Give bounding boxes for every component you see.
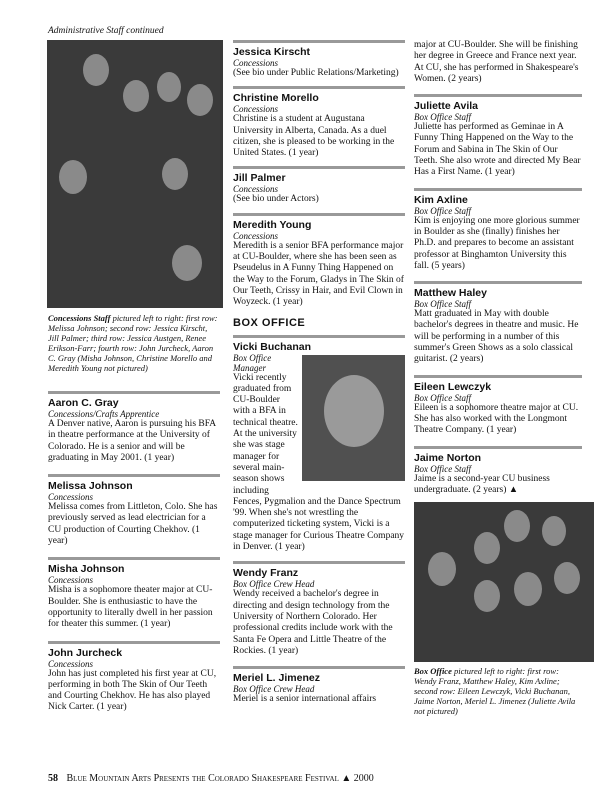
caption-lead: Concessions Staff: [48, 313, 111, 323]
entry-role: Concessions: [48, 658, 93, 669]
entry-role: Box Office Staff: [414, 463, 471, 474]
person-figure: [542, 516, 566, 546]
person-figure: [514, 572, 542, 606]
staff-entry: [48, 391, 220, 464]
staff-entry: [233, 86, 405, 159]
entry-vicki-buchanan: [233, 335, 405, 554]
caption-text: pictured left to right: first row: Melissa Johnson; second row: Jessica Kirscht, Jill Palmer; third row: Jessica Austgen, Renee Erikson-Farr; fourth row: John Jurcheck, Aaron C. Gray (Misha Johnson, Christine Morello and Meredith Young not pictured): [48, 313, 218, 373]
person-figure: [474, 532, 500, 564]
entry-name: Aaron C. Gray: [48, 397, 119, 409]
entry-name: Jaime Norton: [414, 451, 482, 464]
continued-bio: major at CU-Boulder. She will be finishing her degree in Greece and France next year. At CU, she has performed in Shakespeare's Women. (2 years): [414, 40, 579, 84]
entry-name: Jessica Kirscht: [233, 46, 311, 58]
entry-name: Eileen Lewczyk: [414, 380, 492, 393]
page-footer: [48, 773, 374, 784]
staff-entry: [233, 213, 405, 309]
person-figure: [428, 552, 456, 586]
entry-bio: Eileen is a sophomore theatre major at CU. She has also worked with the Longmont Theatre Company. (1 year): [414, 402, 579, 436]
entry-role: Box Office Staff: [414, 205, 471, 216]
entry-bio: Kim is enjoying one more glorious summer in Boulder as she (finally) finishes her Ph.D. and prepares to become an assistant professor at Binghamton University this fall. (5 years): [414, 215, 580, 271]
person-figure: [324, 375, 384, 447]
entry-role: Concessions: [48, 575, 93, 586]
entry-bio: John has just completed his first year at CU, performing in both The Skin of Our Teeth and Courting Chekhov. He has also played Nick Carter. (1 year): [48, 668, 217, 713]
staff-entry: [414, 94, 582, 178]
column-2: [233, 40, 405, 705]
entry-bio: Wendy received a bachelor's degree in directing and design technology from the University of Northern Colorado. Her professional credits include work with the Santa Fe Opera and Little Theatre of the Rockies. (1 year): [233, 589, 393, 656]
entry-name: Meriel L. Jimenez: [233, 672, 320, 685]
page-number: 58: [48, 773, 58, 784]
running-header: Administrative Staff continued: [48, 26, 164, 36]
entry-role: Box Office Crew Head: [233, 579, 315, 590]
person-figure: [162, 158, 188, 190]
staff-entry: [48, 474, 220, 547]
concessions-staff-photo: [47, 40, 223, 308]
entry-role: Concessions: [233, 230, 278, 241]
section-title-box-office: BOX OFFICE: [233, 316, 306, 329]
entry-name: Melissa Johnson: [48, 480, 133, 493]
staff-entry: [233, 666, 405, 705]
entry-name: Vicki Buchanan: [233, 340, 312, 353]
entry-role: Concessions: [233, 184, 278, 195]
entry-bio: Christine is a student at Augustana University in Alberta, Canada. As a duel citizen, she is pleased to be working in the United States. (1 year): [233, 114, 395, 159]
col1-entries: [48, 391, 220, 714]
footer-text: Blue Mountain Arts Presents the Colorado Shakespeare Festival ▲ 2000: [66, 773, 374, 784]
entry-name: John Jurcheck: [48, 646, 123, 659]
col2-entries-bottom: [233, 561, 405, 705]
entry-name: Matthew Haley: [414, 287, 487, 300]
staff-entry: [48, 557, 220, 630]
entry-bio: A Denver native, Aaron is pursuing his BFA in theatre performance at the University of Colorado. He is a senior and will be graduating in May 2001. (1 year): [48, 419, 216, 463]
person-figure: [59, 160, 87, 194]
entry-role: Box Office Manager: [233, 352, 272, 373]
entry-role: Box Office Staff: [414, 299, 471, 310]
person-figure: [474, 580, 500, 612]
concessions-photo-caption: [48, 313, 220, 391]
entry-name: Meredith Young: [233, 218, 312, 231]
person-figure: [504, 510, 530, 542]
staff-entry: [414, 281, 582, 365]
entry-bio: Misha is a sophomore theater major at CU-Boulder. She is enthusiastic to have the opportunity to literally dwell in her passion for theater this summer. (1 year): [48, 585, 213, 630]
entry-name: Wendy Franz: [233, 567, 299, 580]
staff-entry: [48, 641, 220, 714]
staff-entry: [233, 561, 405, 657]
box-office-staff-photo: [414, 502, 594, 662]
entry-bio: Matt graduated in May with double bachelor's degrees in theatre and music. He will be performing in a number of this summer's Green Shows as a solo classical guitarist. (2 years): [414, 309, 579, 365]
entry-role: Box Office Staff: [414, 112, 471, 123]
entry-bio-text: Vicki recently graduated from CU-Boulder with a BFA in technical theatre. At the university she was stage manager for several main-season shows including Fences, Pygmalion and the Dance Spectrum '99. When she's not wrestling the computerized ticketing system, Vicki is a stage manager for Curious Theatre Company in Denver. (1 year): [233, 372, 405, 553]
entry-role: Concessions: [233, 58, 278, 68]
entry-role: Concessions: [233, 104, 278, 115]
person-figure: [157, 72, 181, 102]
entry-bio: (See bio under Actors): [233, 194, 319, 205]
entry-bio: Meredith is a senior BFA performance major at CU-Boulder, where she has been seen as Pseudelus in A Funny Thing Happened on the Way to the Forum, Gladys in The Skin of Our Teeth, Crissy in Hair, and Evil Clown in Woyzeck. (1 year): [233, 240, 404, 308]
staff-entry: [414, 188, 582, 272]
staff-entry: [233, 166, 405, 205]
person-figure: [187, 84, 213, 116]
person-figure: [554, 562, 580, 594]
col2-entries-top: [233, 40, 405, 309]
entry-bio: Jaime is a second-year CU business undergraduate. (2 years) ▲: [414, 473, 550, 495]
vicki-buchanan-photo: [302, 355, 405, 481]
person-figure: [172, 245, 202, 281]
entry-bio: (See bio under Public Relations/Marketing): [233, 68, 399, 78]
entry-bio: Meriel is a senior international affairs: [233, 694, 377, 705]
staff-entry: [233, 40, 405, 79]
column-1: [48, 40, 220, 714]
entry-role: Box Office Staff: [414, 392, 471, 403]
entry-role: Concessions: [48, 492, 93, 503]
entry-name: Kim Axline: [414, 193, 468, 206]
entry-name: Juliette Avila: [414, 100, 478, 113]
staff-entry: [414, 375, 582, 437]
entry-name: Jill Palmer: [233, 172, 286, 185]
entry-bio: Melissa comes from Littleton, Colo. She has previously served as lead electrician for a CU production of Courting Chekhov. (1 year): [48, 502, 218, 547]
box-office-photo-caption: [414, 666, 582, 716]
entry-name: Misha Johnson: [48, 563, 125, 576]
entry-bio: Juliette has performed as Geminae in A Funny Thing Happened on the Way to the Forum and Sabina in The Skin of Our Teeth. She also wrote and directed My Bear Has a First Name. (1 year): [414, 122, 581, 178]
person-figure: [123, 80, 149, 112]
caption-text: pictured left to right: first row: Wendy Franz, Matthew Haley, Kim Axline; second row: Eileen Lewczyk, Vicki Buchanan, Jaime Norton, Meriel L. Jimenez (Juliette Avila not pictured): [414, 666, 576, 717]
col3-entries: [414, 94, 582, 496]
person-figure: [83, 54, 109, 86]
staff-entry: [414, 446, 582, 497]
entry-role: Concessions/Crafts Apprentice: [48, 409, 160, 419]
column-3: [414, 40, 582, 716]
entry-name: Christine Morello: [233, 92, 319, 105]
caption-lead: Box Office: [414, 666, 452, 677]
entry-role: Box Office Crew Head: [233, 684, 315, 695]
